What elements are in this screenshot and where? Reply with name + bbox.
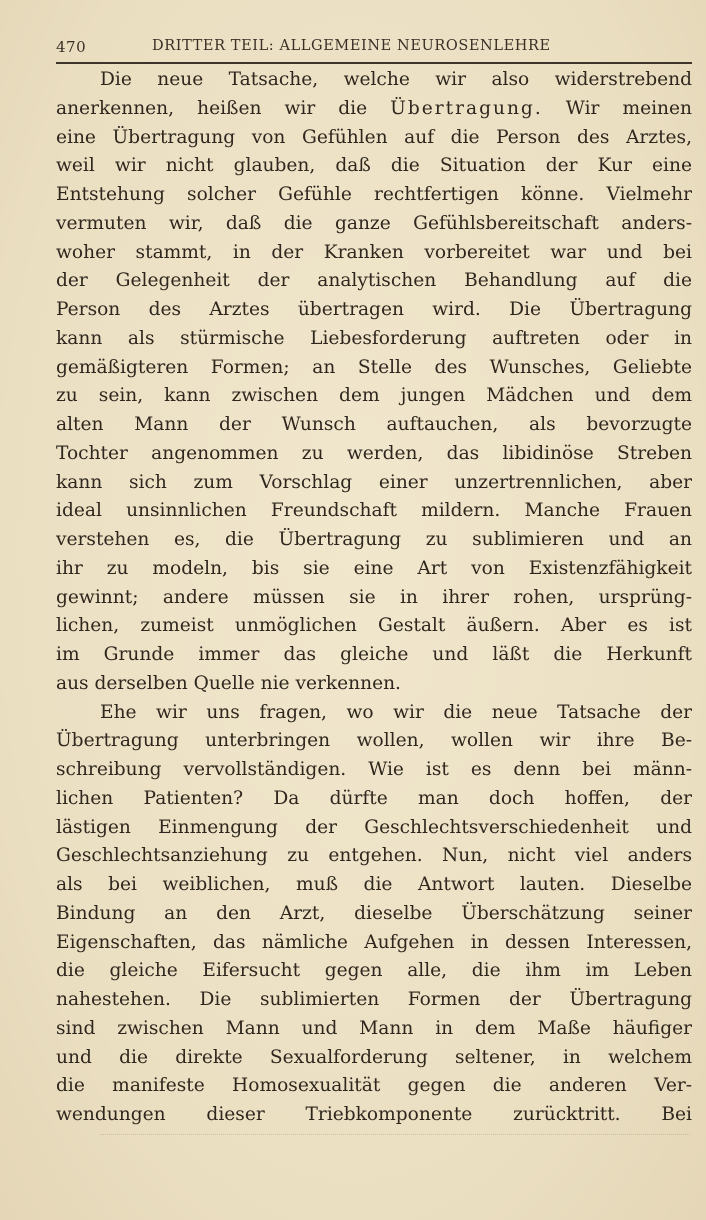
text-line: lichen, zumeist unmöglichen Gestalt äußern. Aber es ist: [56, 615, 692, 637]
text-line: Person des Arztes übertragen wird. Die Übertragung: [56, 299, 692, 320]
paragraph-1: [56, 66, 692, 699]
text-line: nahestehen. Die sublimierten Formen der Übertragung: [56, 989, 692, 1010]
text-line: ideal unsinnlichen Freundschaft mildern. Manche Frauen: [56, 500, 692, 522]
page-header: [56, 36, 692, 60]
text-line: Die neue Tatsache, welche wir also widerstrebend: [100, 69, 692, 90]
text-line: gewinnt; andere müssen sie in ihrer rohen, ursprüng-: [56, 586, 692, 608]
text-line: im Grunde immer das gleiche und läßt die Herkunft: [56, 644, 692, 665]
text-line: lichen Patienten? Da dürfte man doch hoffen, der: [56, 787, 692, 809]
line-segment: anerkennen, heißen wir die: [56, 97, 368, 119]
text-line: woher stammt, in der Kranken vorbereitet war und bei: [56, 241, 692, 263]
text-line: Ehe wir uns fragen, wo wir die neue Tatsache der: [100, 701, 692, 723]
text-line: vermuten wir, daß die ganze Gefühlsbereitschaft anders-: [56, 212, 692, 234]
text-line: kann sich zum Vorschlag einer unzertrennlichen, aber: [56, 471, 692, 493]
header-rule: [56, 62, 692, 64]
print-smudge-line: [100, 1134, 690, 1141]
text-line: der Gelegenheit der analytischen Behandlung auf die: [56, 270, 692, 292]
text-line: eine Übertragung von Gefühlen auf die Person des Arztes,: [56, 126, 692, 148]
text-line: Geschlechtsanziehung zu entgehen. Nun, nicht viel anders: [56, 845, 692, 867]
line-segment: Wir meinen: [565, 97, 692, 119]
text-line: gemäßigteren Formen; an Stelle des Wunsches, Geliebte: [56, 356, 692, 378]
page-number: 470: [56, 38, 87, 56]
text-line: aus derselben Quelle nie verkennen.: [56, 672, 401, 694]
paragraph-2: [56, 699, 692, 1130]
text-line: ihr zu modeln, bis sie eine Art von Existenzfähigkeit: [56, 557, 692, 579]
text-line: kann als stürmische Liebesforderung auftreten oder in: [56, 327, 692, 349]
text-line: Bindung an den Arzt, dieselbe Überschätzung seiner: [56, 902, 692, 924]
text-line: weil wir nicht glauben, daß die Situation der Kur eine: [56, 155, 692, 177]
text-line: sind zwischen Mann und Mann in dem Maße häufiger: [56, 1017, 692, 1039]
text-line: verstehen es, die Übertragung zu sublimieren und an: [56, 529, 692, 550]
text-line: Übertragung unterbringen wollen, wollen wir ihre Be-: [56, 730, 692, 752]
text-line: schreibung vervollständigen. Wie ist es denn bei männ-: [56, 759, 692, 780]
running-head: DRITTER TEIL: ALLGEMEINE NEUROSENLEHRE: [152, 38, 551, 54]
text-line: zu sein, kann zwischen dem jungen Mädchen und dem: [56, 385, 692, 407]
emphasized-term: Übertragung.: [390, 97, 543, 119]
text-line: die gleiche Eifersucht gegen alle, die ihm im Leben: [56, 960, 692, 982]
text-line: [56, 95, 692, 124]
text-line: die manifeste Homosexualität gegen die anderen Ver-: [56, 1075, 692, 1097]
text-line: alten Mann der Wunsch auftauchen, als bevorzugte: [56, 414, 692, 435]
text-line: Tochter angenommen zu werden, das libidinöse Streben: [56, 442, 692, 464]
text-line: Eigenschaften, das nämliche Aufgehen in dessen Interessen,: [56, 931, 692, 953]
text-line: lästigen Einmengung der Geschlechtsverschiedenheit und: [56, 816, 692, 838]
text-line: als bei weiblichen, muß die Antwort lauten. Dieselbe: [56, 874, 692, 895]
text-line: Entstehung solcher Gefühle rechtfertigen könne. Vielmehr: [56, 184, 692, 205]
text-line: wendungen dieser Triebkomponente zurücktritt. Bei: [56, 1104, 692, 1125]
body-text: [56, 66, 692, 1130]
text-line: und die direkte Sexualforderung seltener, in welchem: [56, 1046, 692, 1068]
